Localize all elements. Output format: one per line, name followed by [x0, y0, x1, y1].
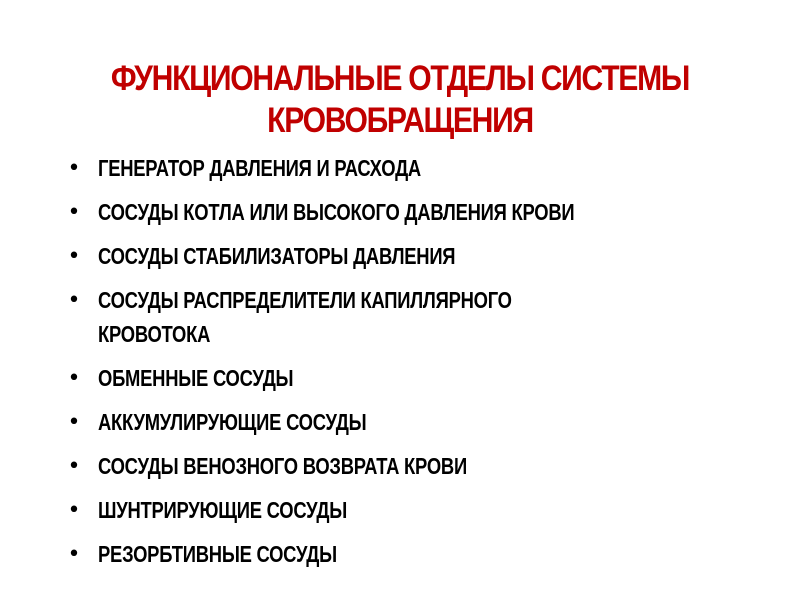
list-item-line: СОСУДЫ РАСПРЕДЕЛИТЕЛИ КАПИЛЛЯРНОГО: [98, 287, 512, 313]
list-item-text: [98, 238, 455, 275]
list-item: [64, 282, 764, 353]
bullet-icon: •: [67, 244, 81, 269]
list-item-line: СОСУДЫ ВЕНОЗНОГО ВОЗВРАТА КРОВИ: [98, 453, 467, 479]
list-item-line: ШУНТРИРУЮЩИЕ СОСУДЫ: [98, 497, 348, 523]
list-item-text: [98, 404, 366, 441]
bullet-icon: •: [67, 410, 81, 435]
list-item-line: СОСУДЫ КОТЛА ИЛИ ВЫСОКОГО ДАВЛЕНИЯ КРОВИ: [98, 199, 575, 225]
list-item-text: [98, 282, 512, 353]
list-item-text: [98, 150, 421, 187]
list-item-text: [98, 360, 293, 397]
list-item: [64, 448, 764, 485]
bullet-icon: •: [67, 498, 81, 523]
list-item-line: РЕЗОРБТИВНЫЕ СОСУДЫ: [98, 541, 337, 567]
bullet-list: [64, 150, 764, 580]
bullet-icon: •: [67, 200, 81, 225]
slide-title: [90, 58, 709, 142]
bullet-icon: •: [67, 366, 81, 391]
list-item: [64, 492, 764, 529]
list-item: [64, 194, 764, 231]
bullet-icon: •: [67, 542, 81, 567]
list-item: [64, 360, 764, 397]
list-item: [64, 238, 764, 275]
bullet-icon: •: [67, 454, 81, 479]
list-item-line: КРОВОТОКА: [98, 321, 211, 347]
list-item-text: [98, 448, 467, 485]
bullet-icon: •: [67, 156, 81, 181]
list-item-line: СОСУДЫ СТАБИЛИЗАТОРЫ ДАВЛЕНИЯ: [98, 243, 456, 269]
list-item: [64, 150, 764, 187]
bullet-icon: •: [67, 288, 81, 313]
slide-title-line-1: ФУНКЦИОНАЛЬНЫЕ ОТДЕЛЫ СИСТЕМЫ: [110, 59, 690, 98]
list-item: [64, 536, 764, 573]
list-item: [64, 404, 764, 441]
list-item-text: [98, 492, 347, 529]
list-item-line: ОБМЕННЫЕ СОСУДЫ: [98, 365, 294, 391]
list-item-line: АККУМУЛИРУЮЩИЕ СОСУДЫ: [98, 409, 367, 435]
slide-title-line-2: КРОВОБРАЩЕНИЯ: [267, 101, 533, 140]
list-item-text: [98, 536, 337, 573]
list-item-text: [98, 194, 574, 231]
list-item-line: ГЕНЕРАТОР ДАВЛЕНИЯ И РАСХОДА: [98, 155, 421, 181]
